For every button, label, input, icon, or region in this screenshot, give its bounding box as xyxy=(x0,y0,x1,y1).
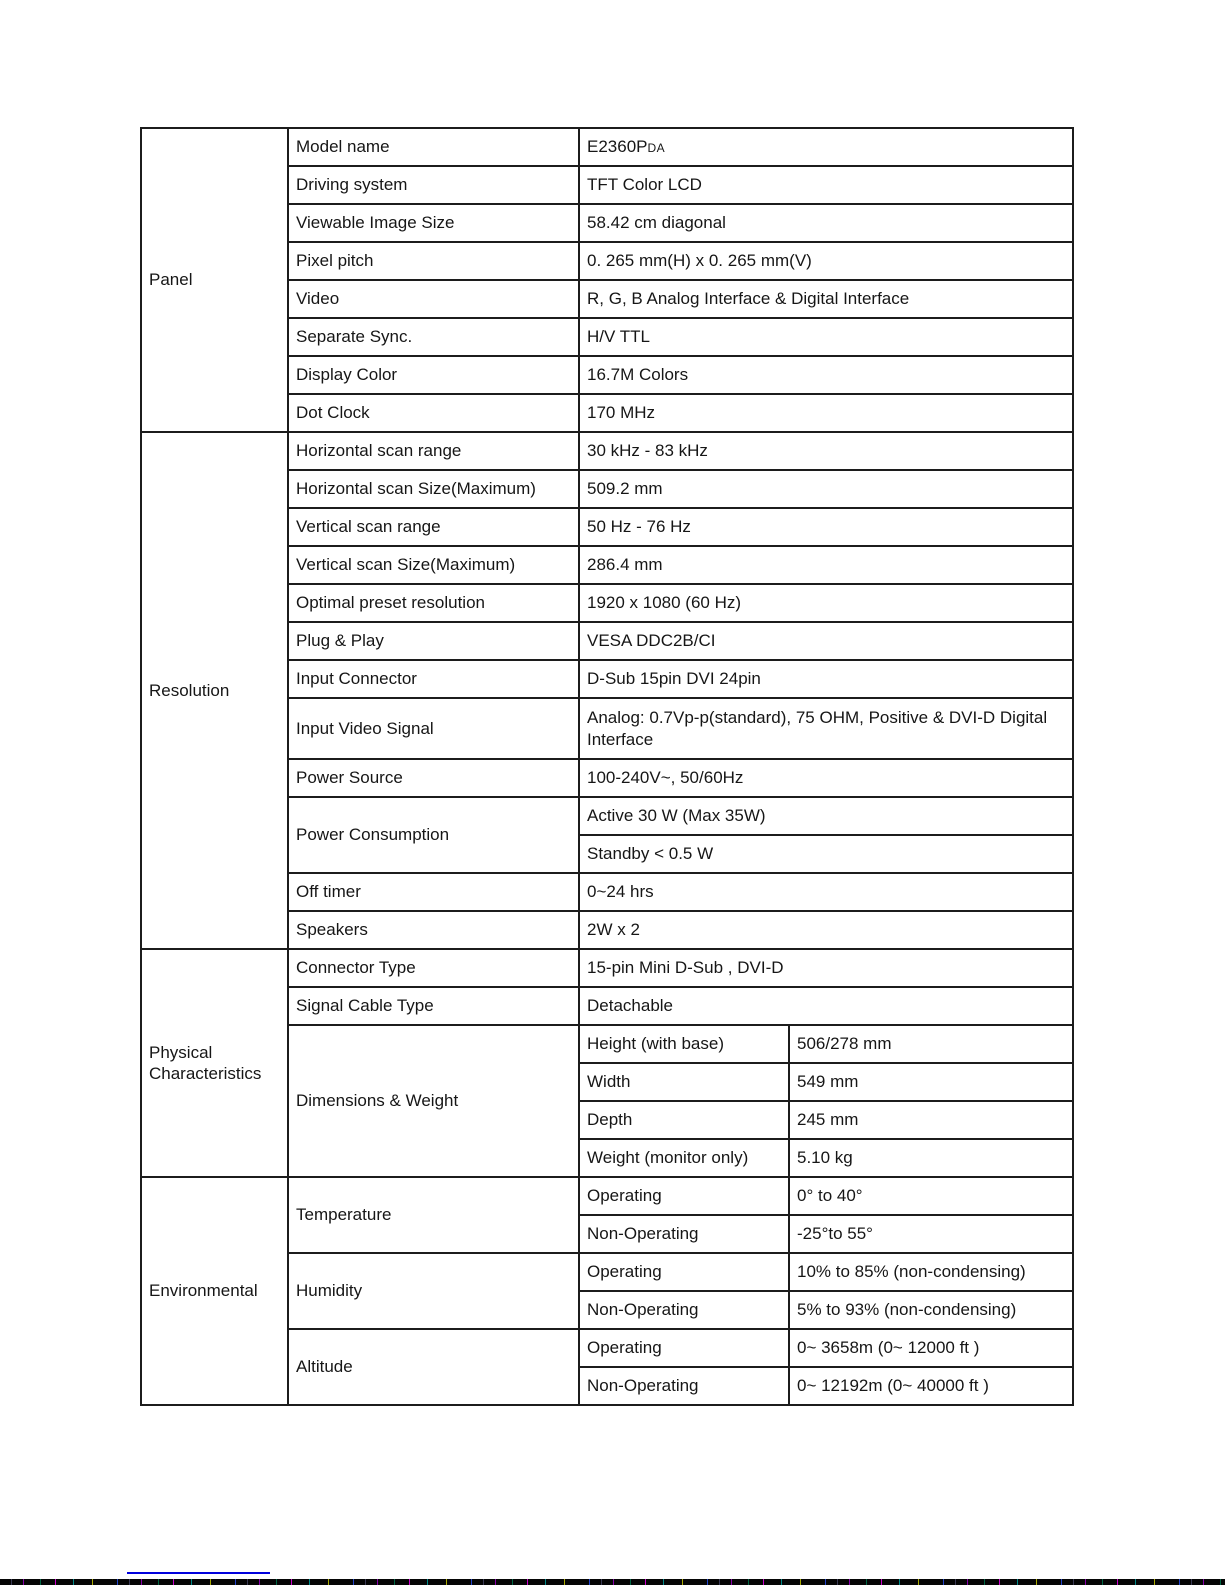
spec-label-power-consumption: Power Consumption xyxy=(288,797,579,873)
spec-value-model-name xyxy=(579,128,1073,166)
spec-subvalue-temperature-non-operating: -25°to 55° xyxy=(789,1215,1073,1253)
spec-value-horizontal-scan-range: 30 kHz - 83 kHz xyxy=(579,432,1073,470)
spec-label-driving-system: Driving system xyxy=(288,166,579,204)
spec-sublabel-height: Height (with base) xyxy=(579,1025,789,1063)
spec-value-separate-sync: H/V TTL xyxy=(579,318,1073,356)
spec-label-separate-sync: Separate Sync. xyxy=(288,318,579,356)
spec-label-viewable-image-size: Viewable Image Size xyxy=(288,204,579,242)
spec-label-power-source: Power Source xyxy=(288,759,579,797)
spec-value-dot-clock: 170 MHz xyxy=(579,394,1073,432)
spec-label-speakers: Speakers xyxy=(288,911,579,949)
spec-value-signal-cable-type: Detachable xyxy=(579,987,1073,1025)
spec-sublabel-altitude-non-operating: Non-Operating xyxy=(579,1367,789,1405)
spec-label-altitude: Altitude xyxy=(288,1329,579,1405)
spec-subvalue-humidity-non-operating: 5% to 93% (non-condensing) xyxy=(789,1291,1073,1329)
spec-sublabel-depth: Depth xyxy=(579,1101,789,1139)
spec-table xyxy=(140,127,1074,1406)
spec-value-plug-and-play: VESA DDC2B/CI xyxy=(579,622,1073,660)
spec-label-video: Video xyxy=(288,280,579,318)
model-name-main: E2360P xyxy=(587,137,648,157)
spec-value-horizontal-scan-size: 509.2 mm xyxy=(579,470,1073,508)
spec-subvalue-depth: 245 mm xyxy=(789,1101,1073,1139)
spec-value-off-timer: 0~24 hrs xyxy=(579,873,1073,911)
spec-sublabel-width: Width xyxy=(579,1063,789,1101)
spec-value-input-video-signal: Analog: 0.7Vp-p(standard), 75 OHM, Positive & DVI-D Digital Interface xyxy=(579,698,1073,759)
spec-sublabel-altitude-operating: Operating xyxy=(579,1329,789,1367)
spec-label-optimal-preset-resolution: Optimal preset resolution xyxy=(288,584,579,622)
spec-value-vertical-scan-range: 50 Hz - 76 Hz xyxy=(579,508,1073,546)
spec-label-input-connector: Input Connector xyxy=(288,660,579,698)
spec-label-horizontal-scan-range: Horizontal scan range xyxy=(288,432,579,470)
spec-value-display-color: 16.7M Colors xyxy=(579,356,1073,394)
spec-label-dimensions-weight: Dimensions & Weight xyxy=(288,1025,579,1177)
spec-label-plug-and-play: Plug & Play xyxy=(288,622,579,660)
spec-value-driving-system: TFT Color LCD xyxy=(579,166,1073,204)
spec-value-connector-type: 15-pin Mini D-Sub , DVI-D xyxy=(579,949,1073,987)
spec-value-optimal-preset-resolution: 1920 x 1080 (60 Hz) xyxy=(579,584,1073,622)
spec-value-speakers: 2W x 2 xyxy=(579,911,1073,949)
spec-sublabel-temperature-non-operating: Non-Operating xyxy=(579,1215,789,1253)
section-label-physical-characteristics: Physical Characteristics xyxy=(141,949,288,1177)
spec-label-temperature: Temperature xyxy=(288,1177,579,1253)
spec-label-dot-clock: Dot Clock xyxy=(288,394,579,432)
spec-label-signal-cable-type: Signal Cable Type xyxy=(288,987,579,1025)
model-name-suffix: DA xyxy=(647,141,666,156)
spec-sublabel-temperature-operating: Operating xyxy=(579,1177,789,1215)
footer-link-underline[interactable] xyxy=(127,1572,270,1574)
spec-value-viewable-image-size: 58.42 cm diagonal xyxy=(579,204,1073,242)
spec-subvalue-height: 506/278 mm xyxy=(789,1025,1073,1063)
spec-label-horizontal-scan-size: Horizontal scan Size(Maximum) xyxy=(288,470,579,508)
section-label-resolution: Resolution xyxy=(141,432,288,949)
spec-label-display-color: Display Color xyxy=(288,356,579,394)
spec-label-model-name: Model name xyxy=(288,128,579,166)
spec-value-power-consumption-standby: Standby < 0.5 W xyxy=(579,835,1073,873)
spec-label-off-timer: Off timer xyxy=(288,873,579,911)
spec-label-humidity: Humidity xyxy=(288,1253,579,1329)
spec-value-pixel-pitch: 0. 265 mm(H) x 0. 265 mm(V) xyxy=(579,242,1073,280)
scan-artifact-band xyxy=(0,1579,1225,1585)
spec-label-connector-type: Connector Type xyxy=(288,949,579,987)
spec-subvalue-width: 549 mm xyxy=(789,1063,1073,1101)
spec-subvalue-altitude-operating: 0~ 3658m (0~ 12000 ft ) xyxy=(789,1329,1073,1367)
spec-sublabel-humidity-operating: Operating xyxy=(579,1253,789,1291)
spec-sublabel-weight: Weight (monitor only) xyxy=(579,1139,789,1177)
spec-subvalue-weight: 5.10 kg xyxy=(789,1139,1073,1177)
section-label-panel: Panel xyxy=(141,128,288,432)
spec-sublabel-humidity-non-operating: Non-Operating xyxy=(579,1291,789,1329)
spec-value-power-source: 100-240V~, 50/60Hz xyxy=(579,759,1073,797)
spec-subvalue-altitude-non-operating: 0~ 12192m (0~ 40000 ft ) xyxy=(789,1367,1073,1405)
spec-label-vertical-scan-range: Vertical scan range xyxy=(288,508,579,546)
spec-value-input-connector: D-Sub 15pin DVI 24pin xyxy=(579,660,1073,698)
spec-subvalue-temperature-operating: 0° to 40° xyxy=(789,1177,1073,1215)
spec-label-pixel-pitch: Pixel pitch xyxy=(288,242,579,280)
spec-value-vertical-scan-size: 286.4 mm xyxy=(579,546,1073,584)
spec-value-video: R, G, B Analog Interface & Digital Interface xyxy=(579,280,1073,318)
spec-subvalue-humidity-operating: 10% to 85% (non-condensing) xyxy=(789,1253,1073,1291)
spec-label-input-video-signal: Input Video Signal xyxy=(288,698,579,759)
spec-label-vertical-scan-size: Vertical scan Size(Maximum) xyxy=(288,546,579,584)
spec-value-power-consumption-active: Active 30 W (Max 35W) xyxy=(579,797,1073,835)
section-label-environmental: Environmental xyxy=(141,1177,288,1405)
